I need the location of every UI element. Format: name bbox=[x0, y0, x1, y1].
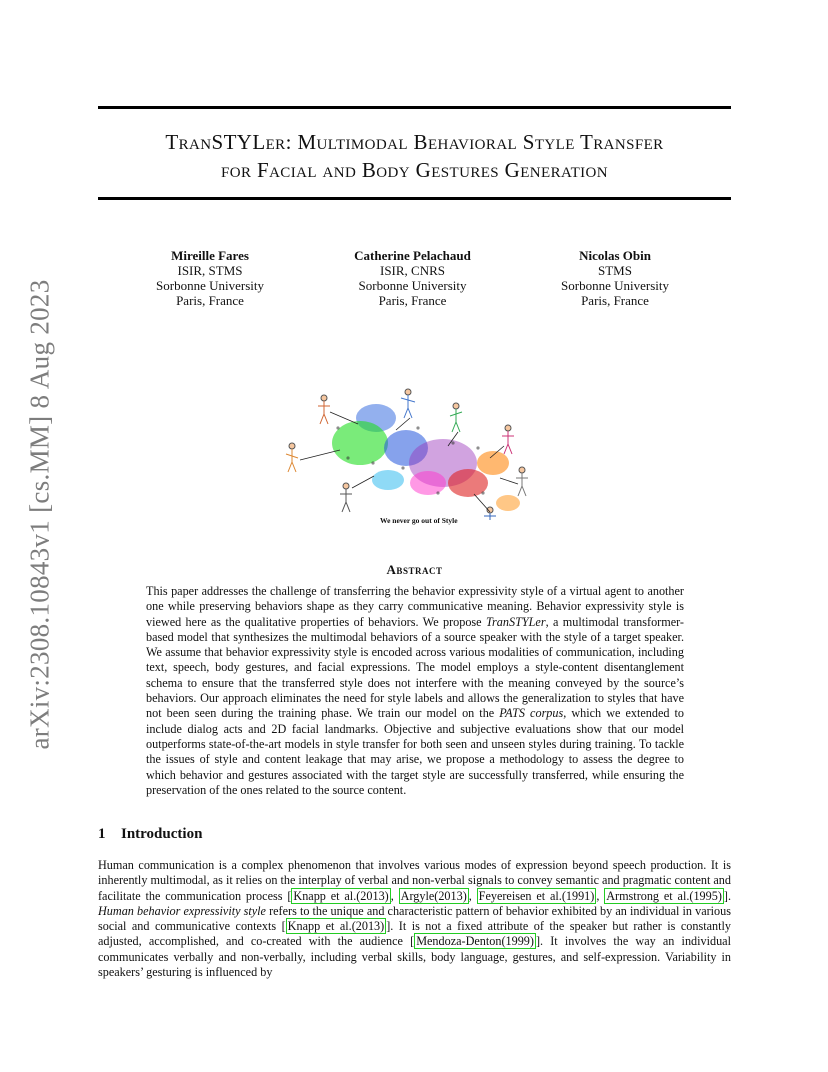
intro-text: Human communication is a complex phenomenon that involves various modes of expression beyond speech production. It is inherently multimodal, as it relies on the interplay of verbal and non-verbal signals to convey semantic and pragmatic content and facilitate the communication process [ bbox=[98, 858, 731, 903]
author-1 bbox=[120, 248, 300, 308]
author-affiliation: ISIR, STMS bbox=[177, 263, 243, 278]
arxiv-id: arXiv:2308.10843v1 [cs.MM] 8 Aug 2023 bbox=[24, 278, 55, 750]
section-number: 1 bbox=[98, 826, 106, 842]
abstract-body bbox=[146, 584, 684, 798]
author-block bbox=[120, 248, 705, 308]
intro-text: refers to the unique and characteristic pattern of behavior exhibited by an individual in various social and communicative contexts [ bbox=[98, 903, 731, 934]
title-rule-top bbox=[98, 106, 731, 109]
model-name: TranSTYLer bbox=[485, 614, 546, 629]
citation-link[interactable]: Knapp et al.(2013) bbox=[293, 888, 389, 903]
title-line-1: TranSTYLer: Multimodal Behavioral Style Transfer bbox=[165, 130, 664, 154]
intro-text: ]. bbox=[723, 888, 731, 903]
author-name: Nicolas Obin bbox=[579, 248, 651, 263]
intro-text: ]. It involves the way an individual communicates verbally and non-verbally, including verbal skills, body language, gestures, and self-expression. Variability in speakers’ gesturing is influenced by bbox=[98, 934, 731, 980]
citation-link[interactable]: Mendoza-Denton(1999) bbox=[416, 934, 534, 949]
abstract-text-2: , a multimodal transformer-based model that synthesizes the multimodal behaviors of a source speaker with the style of a target speaker. We assume that behavior expressivity style is encoded across various modalities of communication, including text, speech, body gestures, and facial expressions. The model employs a style-content disentanglement schema to ensure that the transferred style does not interfere with the meaning conveyed by the source’s behaviors. Our approach eliminates the need for style labels and allows the generalization to styles that have not been seen during the training phase. We train our model on the bbox=[146, 614, 684, 721]
author-university: Sorbonne University bbox=[358, 278, 467, 293]
citation-link[interactable]: Feyereisen et al.(1991) bbox=[478, 888, 595, 903]
arxiv-stamp bbox=[22, 274, 58, 754]
section-title: Introduction bbox=[121, 826, 203, 842]
citation-link[interactable]: Armstrong et al.(1995) bbox=[606, 888, 722, 903]
figure-caption: We never go out of Style bbox=[380, 516, 458, 525]
author-name: Catherine Pelachaud bbox=[354, 248, 471, 263]
author-university: Sorbonne University bbox=[156, 278, 264, 293]
citation-link[interactable]: Argyle(2013) bbox=[400, 888, 467, 903]
section-heading bbox=[98, 826, 202, 843]
corpus-name: PATS corpus bbox=[499, 706, 564, 721]
abstract-text-3: , which we extended to include dialog acts and 2D facial landmarks. Objective and subjective evaluations show that our model outperforms state-of-the-art models in style transfer for both seen and unseen styles during training. To tackle the issues of style and content leakage that may arise, we propose a methodology to assess the degree to which behavior and gestures associated with the target style are successfully transferred, while ensuring the preservation of the ones related to the source content. bbox=[146, 706, 685, 797]
intro-paragraph: Human communication is a complex phenomenon that involves various modes of expression beyond speech production. It is inherently multimodal, as it relies on the interplay of verbal and non-verbal signals to convey semantic and pragmatic content and facilitate the communication process [ Knapp et al.(2013) , Argyle(2013) , Feyereisen et al.(1991) , Armstrong et al.(1995) ]. Human behavior expressivity style refers to the unique and characteristic pattern of behavior exhibited by an individual in various social and communicative contexts [ Knapp et al.(2013) ]. It is not a fixed attribute of the speaker but rather is constantly adjusted, accomplished, and co-created with the audience [ Mendoza-Denton(1999) ]. It involves the way an individual communicates verbally and non-verbally, including verbal skills, body language, gestures, and self-expression. Variability in speakers’ gesturing is influenced by bbox=[98, 858, 731, 980]
paper-title bbox=[98, 128, 731, 184]
author-city: Paris, France bbox=[378, 293, 447, 308]
author-name: Mireille Fares bbox=[171, 248, 249, 263]
author-3 bbox=[525, 248, 705, 308]
author-2 bbox=[323, 248, 503, 308]
style-embedding-figure bbox=[278, 388, 540, 530]
intro-text: ]. It is not a fixed attribute of the speaker but rather is constantly adjusted, accomplished, and co-created with the audience [ bbox=[98, 919, 731, 949]
title-rule-bottom bbox=[98, 197, 731, 200]
title-line-2: for Facial and Body Gestures Generation bbox=[220, 158, 609, 182]
intro-term: Human behavior expressivity style bbox=[98, 903, 266, 918]
author-affiliation: STMS bbox=[598, 263, 632, 278]
author-university: Sorbonne University bbox=[561, 278, 669, 293]
author-affiliation: ISIR, CNRS bbox=[379, 263, 446, 278]
author-city: Paris, France bbox=[176, 293, 244, 308]
abstract-heading: Abstract bbox=[386, 562, 443, 577]
author-city: Paris, France bbox=[581, 293, 649, 308]
abstract-text-1: This paper addresses the challenge of transferring the behavior expressivity style of a virtual agent to another one while preserving behaviors shape as they carry communicative meaning. Behavior expressivity style is viewed here as the qualitative properties of behaviors. We propose bbox=[146, 584, 684, 629]
scatter-clusters bbox=[332, 404, 520, 511]
citation-link[interactable]: Knapp et al.(2013) bbox=[287, 919, 385, 934]
